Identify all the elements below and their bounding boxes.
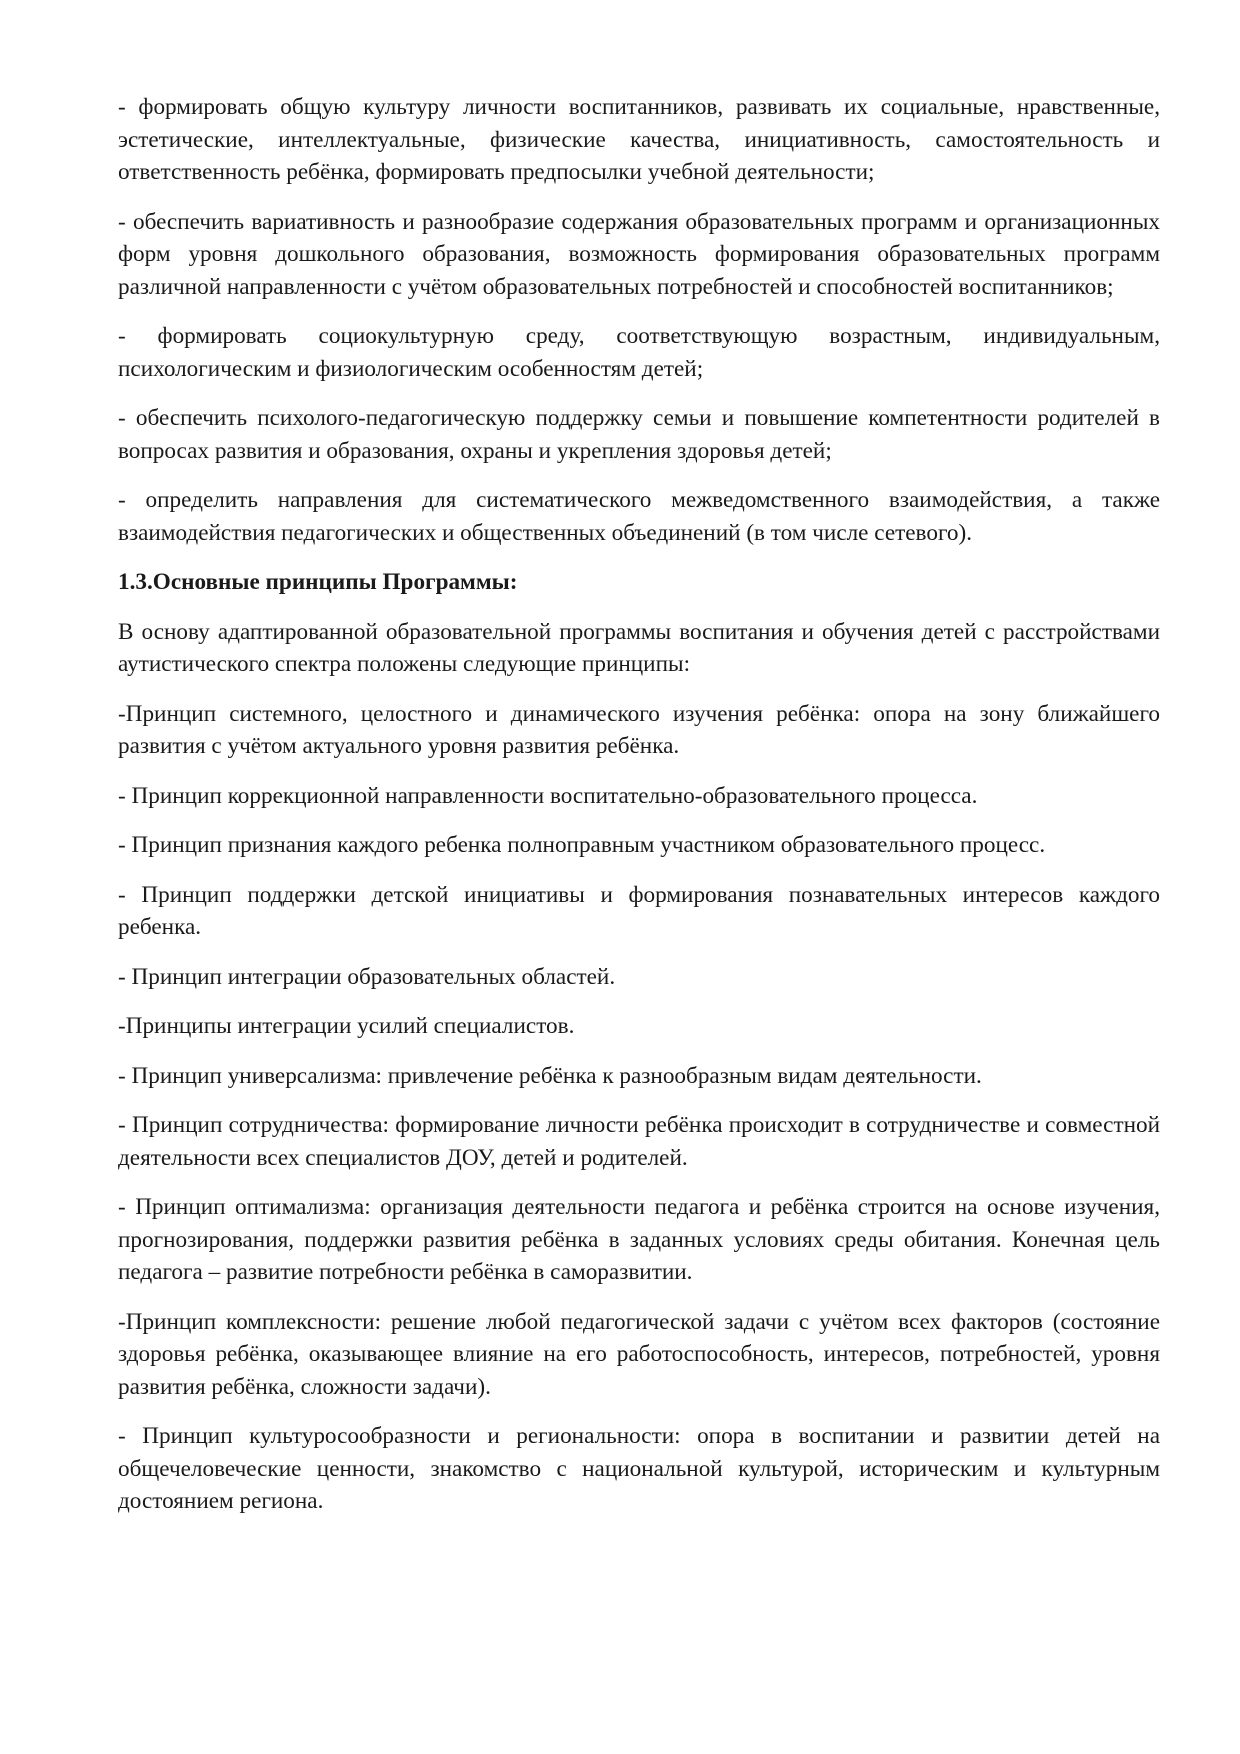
goal-paragraph-4: - обеспечить психолого-педагогическую поддержку семьи и повышение компетентности родителей в вопросах развития и образования, охраны и укрепления здоровья детей; bbox=[118, 405, 1160, 464]
goal-paragraph-5: - определить направления для систематического межведомственного взаимодействия, а также взаимодействия педагогических и общественных объединений (в том числе сетевого). bbox=[118, 487, 1160, 546]
principle-paragraph-9: - Принцип оптимализма: организация деятельности педагога и ребёнка строится на основе изучения, прогнозирования, поддержки развития ребёнка в заданных условиях среды обитания. Конечная цель педагога – развитие потребности ребёнка в саморазвитии. bbox=[118, 1194, 1160, 1285]
principle-paragraph-3: - Принцип признания каждого ребенка полноправным участником образовательного процесс. bbox=[118, 832, 1046, 858]
principle-paragraph-5: - Принцип интеграции образовательных областей. bbox=[118, 963, 616, 990]
principle-paragraph-11: - Принцип культуросообразности и региональности: опора в воспитании и развитии детей на общечеловеческие ценности, знакомство с национальной культурой, историческим и культурным достоянием региона. bbox=[118, 1423, 1160, 1514]
principle-paragraph-1: -Принцип системного, целостного и динамического изучения ребёнка: опора на зону ближайшего развития с учётом актуального уровня развития ребёнка. bbox=[118, 700, 1160, 759]
principle-paragraph-2: - Принцип коррекционной направленности воспитательно-образовательного процесса. bbox=[118, 782, 978, 809]
section-heading: 1.3.Основные принципы Программы: bbox=[118, 569, 518, 595]
principle-paragraph-4: - Принцип поддержки детской инициативы и формирования познавательных интересов каждого ребенка. bbox=[118, 881, 1160, 940]
goal-paragraph-1: - формировать общую культуру личности воспитанников, развивать их социальные, нравственные, эстетические, интеллектуальные, физические качества, инициативность, самостоятельность и ответственность ребёнка, формировать предпосылки учебной деятельности; bbox=[118, 94, 1160, 185]
goal-paragraph-2: - обеспечить вариативность и разнообразие содержания образовательных программ и организационных форм уровня дошкольного образования, возможность формирования образовательных программ различной направленности с учётом образовательных потребностей и способностей воспитанников; bbox=[118, 208, 1160, 300]
intro-paragraph: В основу адаптированной образовательной программы воспитания и обучения детей с расстройствами аутистического спектра положены следующие принципы: bbox=[118, 618, 1160, 677]
principle-paragraph-10: -Принцип комплексности: решение любой педагогической задачи с учётом всех факторов (состояние здоровья ребёнка, оказывающее влияние на его работоспособность, интересов, потребностей, уровня развития ребёнка, сложности задачи). bbox=[118, 1308, 1160, 1400]
principle-paragraph-8: - Принцип сотрудничества: формирование личности ребёнка происходит в сотрудничестве и совместной деятельности всех специалистов ДОУ, детей и родителей. bbox=[118, 1112, 1160, 1171]
document-page bbox=[118, 91, 1160, 1535]
principle-paragraph-6: -Принципы интеграции усилий специалистов. bbox=[118, 1013, 575, 1039]
principle-paragraph-7: - Принцип универсализма: привлечение ребёнка к разнообразным видам деятельности. bbox=[118, 1062, 982, 1089]
goal-paragraph-3: - формировать социокультурную среду, соответствующую возрастным, индивидуальным, психологическим и физиологическим особенностям детей; bbox=[118, 323, 1160, 382]
